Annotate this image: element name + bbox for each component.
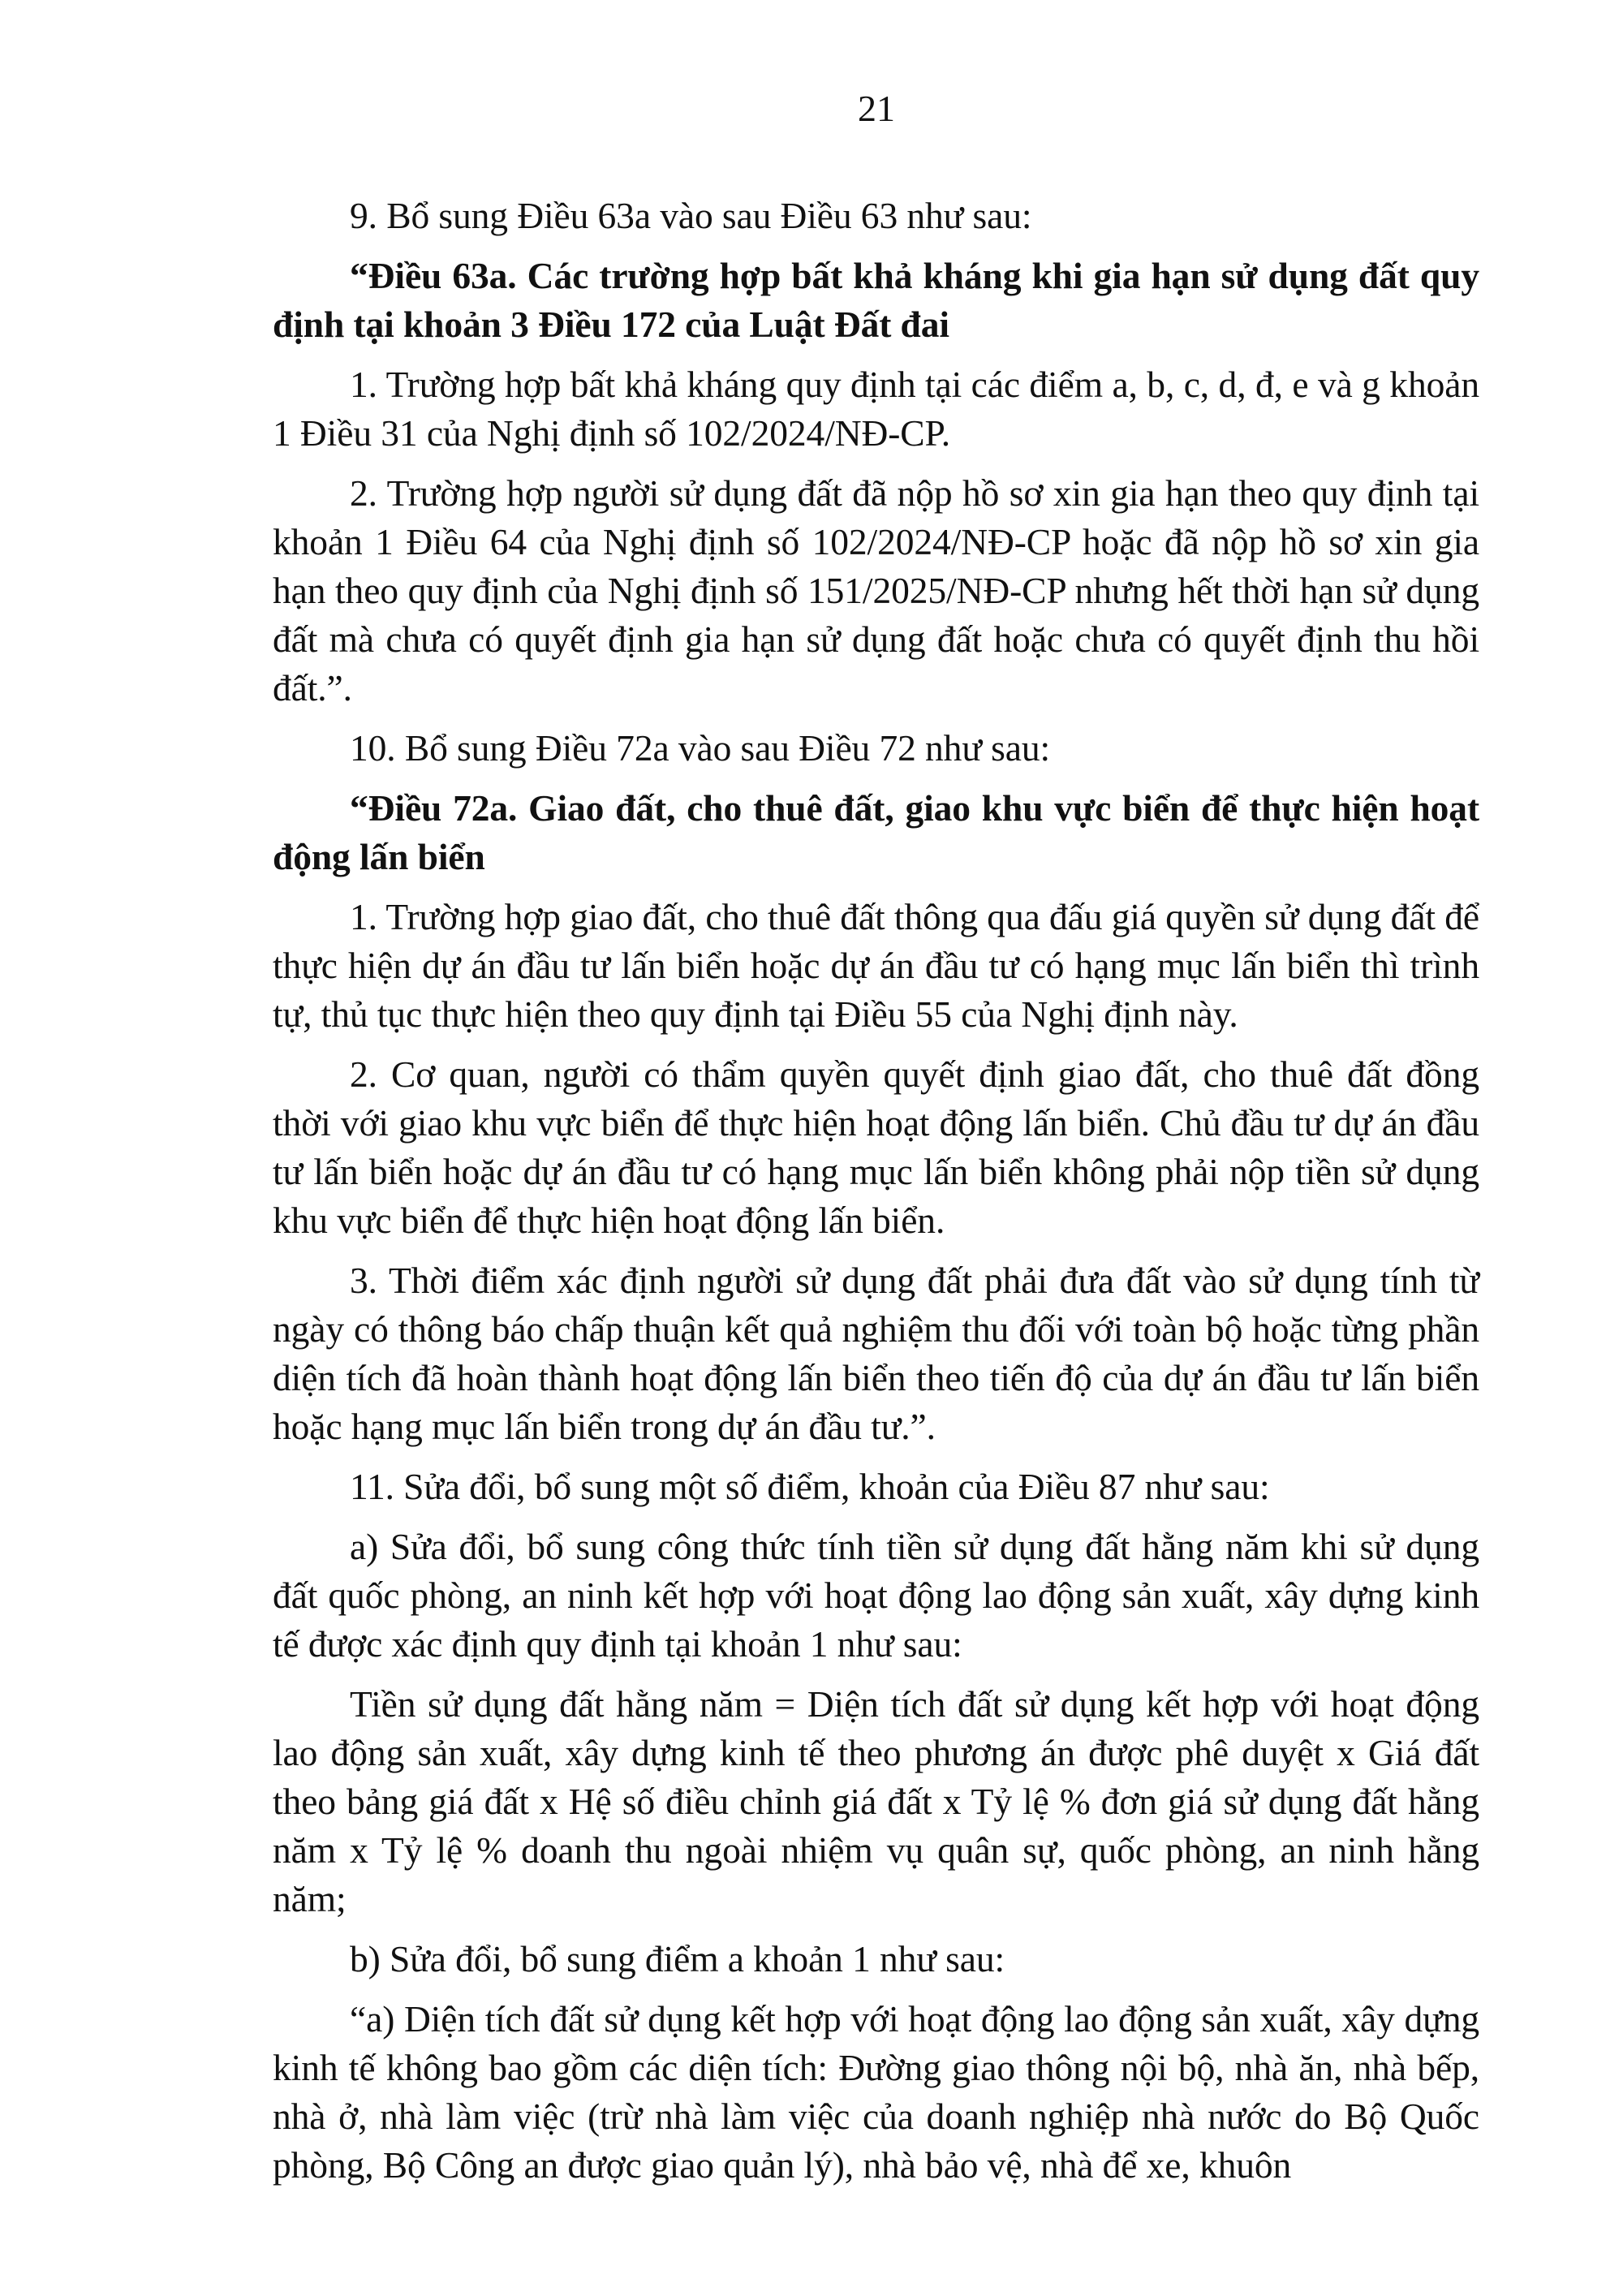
amended-point-a-text: “a) Diện tích đất sử dụng kết hợp với hoạt động lao động sản xuất, xây dựng kinh tế không bao gồm các diện tích: Đường giao thông nội bộ, nhà ăn, nhà bếp, nhà ở, nhà làm việc (trừ nhà làm việc của doanh nghiệp nhà nước do Bộ Quốc phòng, Bộ Công an được giao quản lý), nhà bảo vệ, nhà để xe, khuôn: [273, 1998, 1479, 2186]
article-63a-item-1: 1. Trường hợp bất khả kháng quy định tại các điểm a, b, c, d, đ, e và g khoản 1 Điều 31 của Nghị định số 102/2024/NĐ-CP.: [273, 364, 1479, 454]
clause-11-point-b: b) Sửa đổi, bổ sung điểm a khoản 1 như sau:: [350, 1938, 1005, 1979]
clause-11-instruction: 11. Sửa đổi, bổ sung một số điểm, khoản của Điều 87 như sau:: [350, 1466, 1270, 1507]
annual-land-fee-formula: Tiền sử dụng đất hằng năm = Diện tích đất sử dụng kết hợp với hoạt động lao động sản xuất, xây dựng kinh tế theo phương án được phê duyệt x Giá đất theo bảng giá đất x Hệ số điều chỉnh giá đất x Tỷ lệ % đơn giá sử dụng đất hằng năm x Tỷ lệ % doanh thu ngoài nhiệm vụ quân sự, quốc phòng, an ninh hằng năm;: [273, 1683, 1479, 1919]
article-72a-heading: “Điều 72a. Giao đất, cho thuê đất, giao khu vực biển để thực hiện hoạt động lấn biển: [273, 787, 1479, 877]
clause-10-instruction: 10. Bổ sung Điều 72a vào sau Điều 72 như sau:: [350, 727, 1051, 769]
clause-9-instruction: 9. Bổ sung Điều 63a vào sau Điều 63 như sau:: [350, 195, 1032, 236]
article-72a-item-3: 3. Thời điểm xác định người sử dụng đất phải đưa đất vào sử dụng tính từ ngày có thông báo chấp thuận kết quả nghiệm thu đối với toàn bộ hoặc từng phần diện tích đã hoàn thành hoạt động lấn biển theo tiến độ của dự án đầu tư lấn biển hoặc hạng mục lấn biển trong dự án đầu tư.”.: [273, 1260, 1479, 1447]
document-body: [273, 192, 1479, 2201]
article-63a-item-2: 2. Trường hợp người sử dụng đất đã nộp hồ sơ xin gia hạn theo quy định tại khoản 1 Điều 64 của Nghị định số 102/2024/NĐ-CP hoặc đã nộp hồ sơ xin gia hạn theo quy định của Nghị định số 151/2025/NĐ-CP nhưng hết thời hạn sử dụng đất mà chưa có quyết định gia hạn sử dụng đất hoặc chưa có quyết định thu hồi đất.”.: [273, 472, 1479, 709]
clause-11-point-a: a) Sửa đổi, bổ sung công thức tính tiền sử dụng đất hằng năm khi sử dụng đất quốc phòng, an ninh kết hợp với hoạt động lao động sản xuất, xây dựng kinh tế được xác định quy định tại khoản 1 như sau:: [273, 1526, 1479, 1665]
page-number: 21: [858, 88, 895, 129]
article-72a-item-1: 1. Trường hợp giao đất, cho thuê đất thông qua đấu giá quyền sử dụng đất để thực hiện dự án đầu tư lấn biển hoặc dự án đầu tư có hạng mục lấn biển thì trình tự, thủ tục thực hiện theo quy định tại Điều 55 của Nghị định này.: [273, 896, 1479, 1035]
article-63a-heading: “Điều 63a. Các trường hợp bất khả kháng khi gia hạn sử dụng đất quy định tại khoản 3 Điều 172 của Luật Đất đai: [273, 255, 1479, 345]
article-72a-item-2: 2. Cơ quan, người có thẩm quyền quyết định giao đất, cho thuê đất đồng thời với giao khu vực biển để thực hiện hoạt động lấn biển. Chủ đầu tư dự án đầu tư lấn biển hoặc dự án đầu tư có hạng mục lấn biển không phải nộp tiền sử dụng khu vực biển để thực hiện hoạt động lấn biển.: [273, 1053, 1479, 1241]
